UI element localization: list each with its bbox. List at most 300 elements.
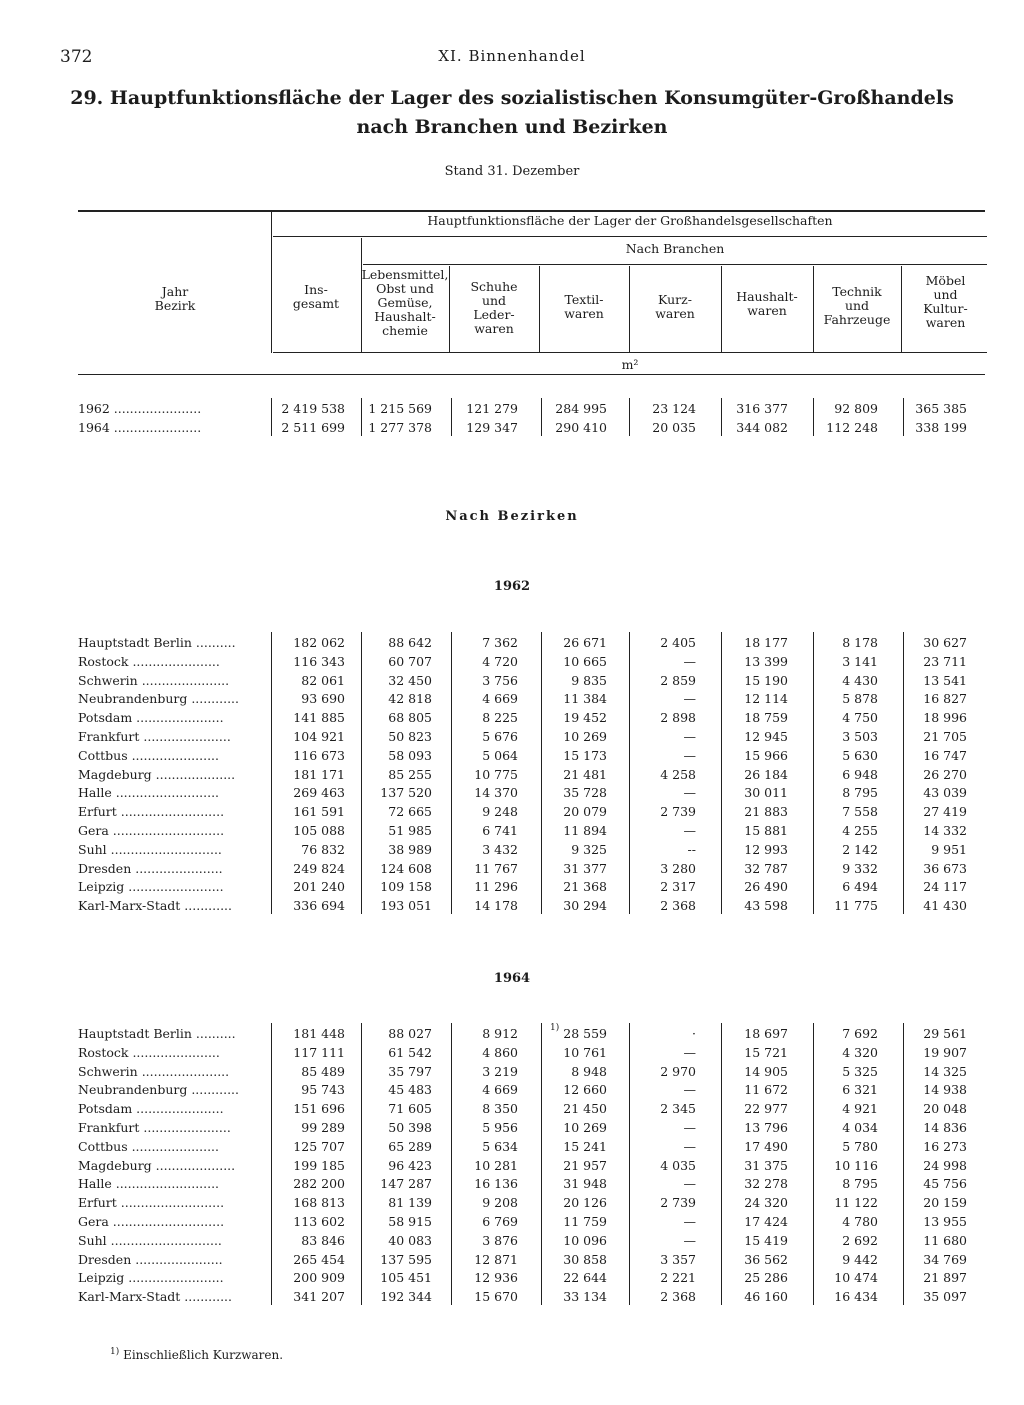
- table-cell: 18 697: [744, 1026, 788, 1041]
- table-cell: 20 048: [923, 1101, 967, 1117]
- table-cell: 88 027: [388, 1026, 432, 1041]
- row-label: Magdeburg ....................: [78, 766, 236, 782]
- table-cell: 117 111: [293, 1044, 345, 1060]
- table-cell: 24 998: [923, 1157, 967, 1173]
- table-cell: 58 093: [388, 747, 432, 763]
- row-label: 1962 ......................: [78, 401, 202, 416]
- table-cell: 2 692: [842, 1232, 878, 1248]
- table-cell: 20 159: [923, 1195, 967, 1211]
- table-cell: 4 921: [842, 1101, 878, 1117]
- table-cell: 30 011: [744, 785, 788, 801]
- block-1962-col-divider: [271, 632, 272, 914]
- footnote: [110, 1347, 283, 1362]
- table-cell: 14 836: [923, 1120, 967, 1135]
- table-cell: 192 344: [380, 1289, 432, 1305]
- column-header: Haushalt- waren: [736, 289, 798, 318]
- block-1964-col-divider: [541, 1023, 542, 1305]
- table-cell: 26 490: [744, 879, 788, 895]
- row-label: Karl-Marx-Stadt ............: [78, 1289, 232, 1305]
- table-cell: 269 463: [293, 785, 345, 801]
- table-cell: 33 134: [563, 1289, 607, 1305]
- table-cell: 121 279: [466, 401, 518, 416]
- table-cell: 29 561: [923, 1026, 967, 1041]
- table-cell: 5 064: [482, 747, 518, 763]
- table-cell: 8 948: [571, 1063, 607, 1079]
- table-cell: 2 970: [660, 1063, 696, 1079]
- row-label: Rostock ......................: [78, 1044, 220, 1060]
- table-row: [78, 766, 990, 785]
- row-label: Gera ............................: [78, 1214, 225, 1229]
- table-cell: 72 665: [388, 804, 432, 820]
- table-cell: 83 846: [301, 1232, 345, 1248]
- table-cell: 41 430: [923, 898, 967, 914]
- table-cell: 12 114: [744, 691, 788, 707]
- table-cell: 9 951: [931, 841, 967, 857]
- table-cell: 3 357: [660, 1251, 696, 1267]
- table-cell: 3 280: [660, 860, 696, 876]
- block-1964-col-divider: [629, 1023, 630, 1305]
- block-1962-col-divider: [903, 632, 904, 914]
- table-row: [78, 1194, 990, 1213]
- table-cell: 21 883: [744, 804, 788, 820]
- table-row: [78, 1288, 990, 1307]
- table-cell: —: [683, 1176, 696, 1192]
- table-cell: 10 761: [563, 1044, 607, 1060]
- table-cell: 81 139: [388, 1195, 432, 1211]
- table-row: [78, 1119, 990, 1138]
- table-cell: —: [683, 729, 696, 744]
- stand-date: Stand 31. Dezember: [444, 164, 580, 179]
- table-row: [78, 1232, 990, 1251]
- table-cell: 32 278: [744, 1176, 788, 1192]
- table-cell: 43 598: [744, 898, 788, 914]
- table-cell: 125 707: [293, 1138, 345, 1154]
- totals-col-divider: [903, 398, 904, 436]
- table-row: [78, 1175, 990, 1194]
- table-cell: 2 739: [660, 804, 696, 820]
- totals-col-divider: [541, 398, 542, 436]
- table-cell: 113 602: [293, 1214, 345, 1229]
- title-line-2: nach Branchen und Bezirken: [356, 116, 668, 138]
- table-cell: 36 673: [923, 860, 967, 876]
- block-1964-col-divider: [721, 1023, 722, 1305]
- table-cell: 104 921: [293, 729, 345, 744]
- table-cell: 13 399: [744, 653, 788, 669]
- table-cell: 10 474: [834, 1270, 878, 1286]
- totals-col-divider: [629, 398, 630, 436]
- table-cell: 2 511 699: [281, 420, 345, 435]
- table-cell: —: [683, 691, 696, 707]
- table-cell: 95 743: [301, 1082, 345, 1098]
- table-row: [78, 897, 990, 916]
- table-cell: 32 787: [744, 860, 788, 876]
- table-cell: 10 281: [474, 1157, 518, 1173]
- row-label: Potsdam ......................: [78, 1101, 224, 1117]
- table-cell: 14 178: [474, 898, 518, 914]
- table-cell: 12 945: [744, 729, 788, 744]
- table-cell: 68 805: [388, 710, 432, 726]
- table-cell: 2 368: [660, 898, 696, 914]
- table-cell: 2 739: [660, 1195, 696, 1211]
- table-cell: 282 200: [293, 1176, 345, 1192]
- table-cell: 17 490: [744, 1138, 788, 1154]
- column-header: Ins- gesamt: [292, 282, 340, 311]
- table-cell: 15 881: [744, 823, 788, 838]
- table-cell: 51 985: [388, 823, 432, 838]
- table-cell: 11 767: [474, 860, 518, 876]
- table-cell: 19 452: [563, 710, 607, 726]
- table-cell: 4 780: [842, 1214, 878, 1229]
- row-label: 1964 ......................: [78, 420, 202, 435]
- table-cell: —: [683, 1214, 696, 1229]
- block-1962-col-divider: [451, 632, 452, 914]
- table-cell: 4 320: [842, 1044, 878, 1060]
- table-cell: 22 977: [744, 1101, 788, 1117]
- table-cell: 31 377: [563, 860, 607, 876]
- table-cell: 4 669: [482, 691, 518, 707]
- block-1962-col-divider: [541, 632, 542, 914]
- table-cell: 5 676: [482, 729, 518, 744]
- table-cell: 30 294: [563, 898, 607, 914]
- table-cell: 3 876: [482, 1232, 518, 1248]
- table-cell: 31 948: [563, 1176, 607, 1192]
- table-cell: 12 936: [474, 1270, 518, 1286]
- row-label: Frankfurt ......................: [78, 729, 231, 744]
- table-cell: 13 796: [744, 1120, 788, 1135]
- table-cell: 5 878: [842, 691, 878, 707]
- table-cell: 151 696: [293, 1101, 345, 1117]
- table-cell: 20 126: [563, 1195, 607, 1211]
- table-cell: 11 759: [563, 1214, 607, 1229]
- table-cell: 181 448: [293, 1026, 345, 1041]
- table-cell: 4 430: [842, 672, 878, 688]
- table-cell: 85 489: [301, 1063, 345, 1079]
- year-heading-1964: 1964: [493, 971, 531, 986]
- table-cell: 10 269: [563, 729, 607, 744]
- table-cell: 2 368: [660, 1289, 696, 1305]
- table-cell: —: [683, 1044, 696, 1060]
- table-cell: 99 289: [301, 1120, 345, 1135]
- table-cell: 26 270: [923, 766, 967, 782]
- column-header: Textil- waren: [564, 292, 604, 321]
- table-cell: 6 321: [842, 1082, 878, 1098]
- table-cell: 7 558: [842, 804, 878, 820]
- table-cell: 2 221: [660, 1270, 696, 1286]
- table-cell: 1 215 569: [368, 401, 432, 416]
- table-cell: 4 035: [660, 1157, 696, 1173]
- table-cell: 5 630: [842, 747, 878, 763]
- table-cell: 2 859: [660, 672, 696, 688]
- table-cell: 14 938: [923, 1082, 967, 1098]
- table-cell: 60 707: [388, 653, 432, 669]
- table-cell: —: [683, 823, 696, 838]
- table-cell: 147 287: [380, 1176, 432, 1192]
- table-cell: —: [683, 747, 696, 763]
- table-cell: 4 258: [660, 766, 696, 782]
- row-label: Gera ............................: [78, 823, 225, 838]
- table-cell: 21 957: [563, 1157, 607, 1173]
- table-cell: 85 255: [388, 766, 432, 782]
- table-row: [78, 419, 990, 438]
- table-cell: 28 559: [563, 1026, 607, 1041]
- table-cell: 13 541: [923, 672, 967, 688]
- table-cell: 96 423: [388, 1157, 432, 1173]
- table-title: [0, 84, 1024, 142]
- table-cell: 15 670: [474, 1289, 518, 1305]
- table-cell: 76 832: [301, 841, 345, 857]
- table-cell: 12 993: [744, 841, 788, 857]
- table-cell: 16 273: [923, 1138, 967, 1154]
- table-cell: 290 410: [555, 420, 607, 435]
- table-cell: 105 088: [293, 823, 345, 838]
- table-row: [78, 860, 990, 879]
- table-cell: 6 948: [842, 766, 878, 782]
- stub-header: Jahr Bezirk: [154, 284, 196, 313]
- table-cell: 11 296: [474, 879, 518, 895]
- table-cell: 21 481: [563, 766, 607, 782]
- table-cell: 10 096: [563, 1232, 607, 1248]
- table-cell: 18 177: [744, 635, 788, 650]
- table-cell: 11 672: [744, 1082, 788, 1098]
- table-cell: 15 966: [744, 747, 788, 763]
- table-cell: 137 520: [380, 785, 432, 801]
- table-cell: 2 317: [660, 879, 696, 895]
- table-cell: 10 116: [834, 1157, 878, 1173]
- table-cell: 9 442: [842, 1251, 878, 1267]
- table-cell: 19 907: [923, 1044, 967, 1060]
- subgroup-header: Nach Branchen: [625, 241, 725, 256]
- table-row: [78, 1044, 990, 1063]
- table-cell: 16 747: [923, 747, 967, 763]
- table-cell: 4 750: [842, 710, 878, 726]
- table-cell: 88 642: [388, 635, 432, 650]
- table-cell: 20 035: [652, 420, 696, 435]
- table-cell: —: [683, 1082, 696, 1098]
- table-row: [78, 400, 990, 419]
- row-label: Erfurt ..........................: [78, 804, 225, 820]
- table-cell: 365 385: [915, 401, 967, 416]
- row-label: Hauptstadt Berlin ..........: [78, 1026, 236, 1041]
- table-cell: 336 694: [293, 898, 345, 914]
- table-cell: 46 160: [744, 1289, 788, 1305]
- table-cell: ·: [692, 1026, 696, 1041]
- table-cell: 50 398: [388, 1120, 432, 1135]
- table-row: [78, 803, 990, 822]
- row-label: Rostock ......................: [78, 653, 220, 669]
- row-label: Suhl ............................: [78, 841, 222, 857]
- table-cell: 24 117: [923, 879, 967, 895]
- table-cell: 8 350: [482, 1101, 518, 1117]
- table-cell: 5 956: [482, 1120, 518, 1135]
- row-label: Neubrandenburg ............: [78, 1082, 239, 1098]
- table-cell: 6 494: [842, 879, 878, 895]
- table-cell: 316 377: [736, 401, 788, 416]
- table-cell: 58 915: [388, 1214, 432, 1229]
- table-cell: 30 858: [563, 1251, 607, 1267]
- table-cell: 8 795: [842, 785, 878, 801]
- row-label: Suhl ............................: [78, 1232, 222, 1248]
- totals-col-divider: [451, 398, 452, 436]
- table-cell: 35 097: [923, 1289, 967, 1305]
- page-number: 372: [60, 47, 93, 67]
- table-cell: 82 061: [301, 672, 345, 688]
- table-cell: 23 711: [923, 653, 967, 669]
- table-cell: 4 255: [842, 823, 878, 838]
- table-cell: 27 419: [923, 804, 967, 820]
- table-row: [78, 672, 990, 691]
- row-label: Leipzig ........................: [78, 1270, 224, 1286]
- table-cell: 5 325: [842, 1063, 878, 1079]
- totals-col-divider: [721, 398, 722, 436]
- table-cell: 2 419 538: [281, 401, 345, 416]
- row-label: Neubrandenburg ............: [78, 691, 239, 707]
- table-cell: 4 669: [482, 1082, 518, 1098]
- table-cell: 168 813: [293, 1195, 345, 1211]
- table-cell: 17 424: [744, 1214, 788, 1229]
- table-row: [78, 728, 990, 747]
- table-cell: 112 248: [826, 420, 878, 435]
- table-cell: 3 432: [482, 841, 518, 857]
- block-1964-col-divider: [813, 1023, 814, 1305]
- table-cell: 10 775: [474, 766, 518, 782]
- table-row: [78, 784, 990, 803]
- table-cell: 4 034: [842, 1120, 878, 1135]
- column-header: Kurz- waren: [655, 292, 695, 321]
- table-cell: 35 728: [563, 785, 607, 801]
- header-bottom-rule: [78, 374, 985, 375]
- table-cell: 15 190: [744, 672, 788, 688]
- table-cell: 3 141: [842, 653, 878, 669]
- unit-label: m²: [621, 357, 639, 372]
- table-cell: 11 384: [563, 691, 607, 707]
- row-label: Cottbus ......................: [78, 1138, 219, 1154]
- table-cell: 16 827: [923, 691, 967, 707]
- table-cell: 20 079: [563, 804, 607, 820]
- year-heading-1962: 1962: [493, 579, 531, 594]
- table-row: [78, 1100, 990, 1119]
- table-cell: 40 083: [388, 1232, 432, 1248]
- table-cell: 8 225: [482, 710, 518, 726]
- table-cell: 9 835: [571, 672, 607, 688]
- table-cell: 38 989: [388, 841, 432, 857]
- table-cell: 5 780: [842, 1138, 878, 1154]
- row-label: Halle ..........................: [78, 1176, 220, 1192]
- table-row: [78, 1081, 990, 1100]
- table-cell: 15 721: [744, 1044, 788, 1060]
- table-cell: 93 690: [301, 691, 345, 707]
- table-cell: 6 741: [482, 823, 518, 838]
- table-cell: 161 591: [293, 804, 345, 820]
- table-cell: 18 996: [923, 710, 967, 726]
- table-cell: 249 824: [293, 860, 345, 876]
- group-header: Hauptfunktionsfläche der Lager der Großhandelsgesellschaften: [427, 213, 833, 228]
- table-cell: 182 062: [293, 635, 345, 650]
- row-label: Potsdam ......................: [78, 710, 224, 726]
- table-cell: 14 332: [923, 823, 967, 838]
- table-cell: 7 362: [482, 635, 518, 650]
- table-cell: 71 605: [388, 1101, 432, 1117]
- table-cell: 8 178: [842, 635, 878, 650]
- table-cell: 105 451: [380, 1270, 432, 1286]
- block-1964-col-divider: [361, 1023, 362, 1305]
- table-cell: 10 269: [563, 1120, 607, 1135]
- section-nach-bezirken: Nach Bezirken: [445, 509, 579, 524]
- table-cell: 45 756: [923, 1176, 967, 1192]
- table-cell: 23 124: [652, 401, 696, 416]
- table-cell: —: [683, 1232, 696, 1248]
- table-cell: 141 885: [293, 710, 345, 726]
- table-cell: 8 912: [482, 1026, 518, 1041]
- table-cell: —: [683, 1120, 696, 1135]
- row-label: Schwerin ......................: [78, 672, 230, 688]
- subgroup-rule: [363, 264, 987, 265]
- table-cell: 14 905: [744, 1063, 788, 1079]
- table-row: [78, 1157, 990, 1176]
- table-row: [78, 747, 990, 766]
- table-cell: 265 454: [293, 1251, 345, 1267]
- table-cell: 109 158: [380, 879, 432, 895]
- table-cell: 45 483: [388, 1082, 432, 1098]
- table-cell: 11 680: [923, 1232, 967, 1248]
- table-cell: 50 823: [388, 729, 432, 744]
- table-row: [78, 1213, 990, 1232]
- table-cell: 92 809: [834, 401, 878, 416]
- table-cell: 42 818: [388, 691, 432, 707]
- table-cell: 35 797: [388, 1063, 432, 1079]
- table-cell: 9 325: [571, 841, 607, 857]
- totals-col-divider: [361, 398, 362, 436]
- table-cell: 1 277 378: [368, 420, 432, 435]
- table-cell: 116 343: [293, 653, 345, 669]
- table-cell: 6 769: [482, 1214, 518, 1229]
- header-top-rule: [78, 210, 985, 212]
- table-row: [78, 653, 990, 672]
- table-cell: 14 370: [474, 785, 518, 801]
- table-cell: 284 995: [555, 401, 607, 416]
- table-cell: 181 171: [293, 766, 345, 782]
- row-label: Dresden ......................: [78, 1251, 223, 1267]
- column-header: Schuhe und Leder- waren: [470, 279, 518, 336]
- table-cell: 16 136: [474, 1176, 518, 1192]
- table-cell: 116 673: [293, 747, 345, 763]
- footnote-marker: 1): [110, 1347, 120, 1357]
- table-row: [78, 1025, 990, 1044]
- table-cell: 12 660: [563, 1082, 607, 1098]
- table-cell: 3 503: [842, 729, 878, 744]
- table-row: [78, 1138, 990, 1157]
- table-row: [78, 709, 990, 728]
- table-cell: 124 608: [380, 860, 432, 876]
- table-cell: 16 434: [834, 1289, 878, 1305]
- table-cell: 2 142: [842, 841, 878, 857]
- row-label: Magdeburg ....................: [78, 1157, 236, 1173]
- column-header: Möbel und Kultur- waren: [923, 273, 968, 330]
- table-cell: 129 347: [466, 420, 518, 435]
- table-cell: 201 240: [293, 879, 345, 895]
- table-cell: 200 909: [293, 1270, 345, 1286]
- table-cell: 24 320: [744, 1195, 788, 1211]
- table-cell: 25 286: [744, 1270, 788, 1286]
- table-cell: 5 634: [482, 1138, 518, 1154]
- row-label: Hauptstadt Berlin ..........: [78, 635, 236, 650]
- table-cell: 11 122: [834, 1195, 878, 1211]
- row-label: Schwerin ......................: [78, 1063, 230, 1079]
- table-cell: 15 173: [563, 747, 607, 763]
- table-row: [78, 634, 990, 653]
- row-label: Halle ..........................: [78, 785, 220, 801]
- table-cell: 26 671: [563, 635, 607, 650]
- table-cell: 9 248: [482, 804, 518, 820]
